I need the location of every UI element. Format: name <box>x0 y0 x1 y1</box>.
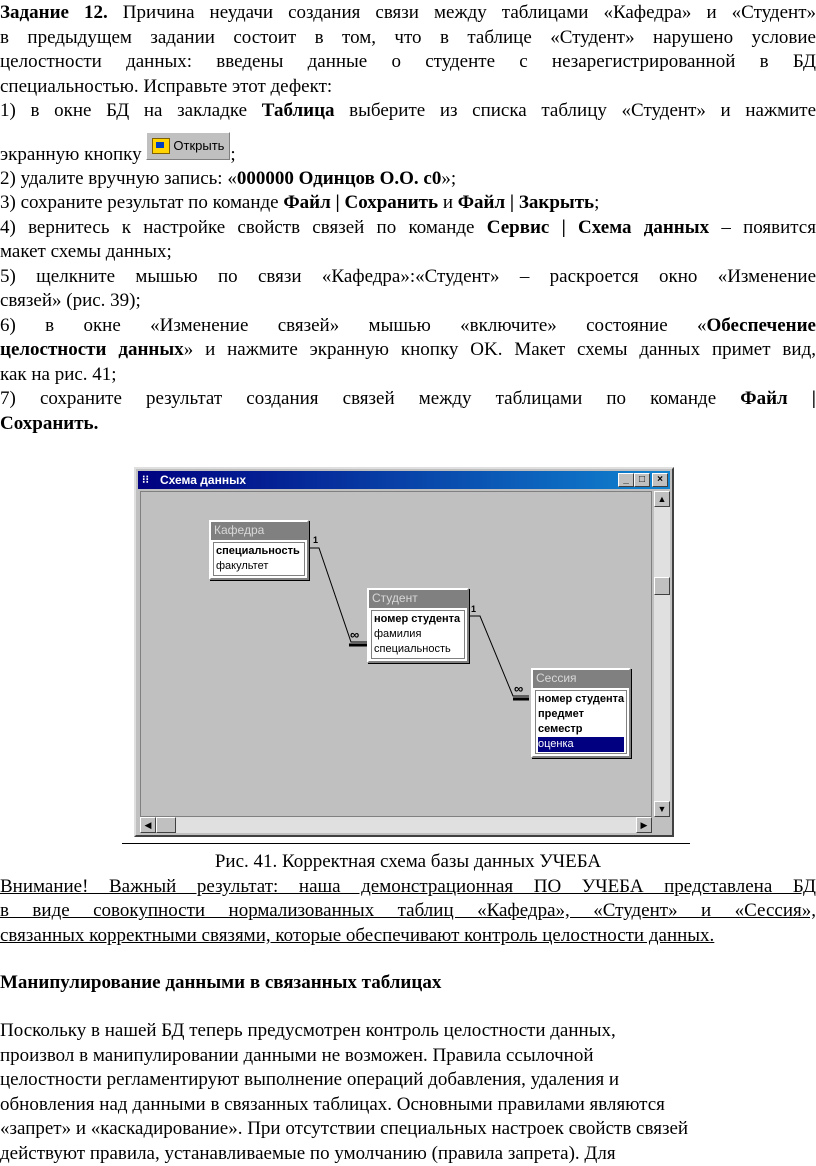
rel-many-label: ∞ <box>514 681 524 696</box>
body-line-3: целостности регламентируют выполнение операций добавления, удаления и <box>0 1069 620 1090</box>
step-7-line-1: 7) сохраните результат создания связей между таблицами по команде Файл | <box>0 388 816 409</box>
body-line-4: обновления над данными в связанных таблицах. Основными правилами являются <box>0 1094 665 1115</box>
schema-canvas <box>140 491 652 817</box>
figure-caption: Рис. 41. Корректная схема базы данных УЧЕБА <box>214 851 602 872</box>
horizontal-scrollbar[interactable] <box>140 817 652 833</box>
scroll-left-icon[interactable]: ◀ <box>140 817 156 833</box>
field-item[interactable]: факультет <box>216 560 269 572</box>
vertical-scrollbar[interactable] <box>654 491 670 817</box>
step-5-line-1: 5) щелкните мышью по связи «Кафедра»:«Студент» – раскроется окно «Изменение <box>0 266 816 287</box>
field-item[interactable]: специальность <box>374 643 451 655</box>
open-table-icon <box>152 138 170 154</box>
scroll-down-icon[interactable]: ▼ <box>654 801 670 817</box>
maximize-button[interactable]: □ <box>634 473 650 487</box>
schema-window <box>134 467 674 837</box>
step-1-line-1: 1) в окне БД на закладке Таблица выберите из списка таблицу «Студент» и нажмите <box>0 100 816 121</box>
field-item[interactable]: номер студента <box>374 613 461 625</box>
step-4-line-2: макет схемы данных; <box>0 241 172 262</box>
step-2: 2) удалите вручную запись: «000000 Одинцов О.О. с0»; <box>0 168 457 189</box>
task-line-1: Задание 12. Причина неудачи создания связи между таблицами «Кафедра» и «Студент» <box>0 2 816 23</box>
field-list <box>371 610 465 659</box>
window-title: Схема данных <box>160 473 246 487</box>
step-5-line-2: связей» (рис. 39); <box>0 290 141 311</box>
task-title: Задание 12. <box>0 2 108 23</box>
rel-one-label: 1 <box>471 604 477 614</box>
task-line-4: специальностью. Исправьте этот дефект: <box>0 76 333 97</box>
table-student[interactable] <box>367 588 469 663</box>
field-item[interactable]: номер студента <box>538 693 625 705</box>
table-header: Студент <box>369 590 467 608</box>
schema-icon: ⁝⁝ <box>142 474 149 486</box>
body-line-5: «запрет» и «каскадирование». При отсутствии специальных настроек свойств связей <box>0 1118 689 1139</box>
note-line-3: связанных корректными связями, которые обеспечивают контроль целостности данных. <box>0 925 715 946</box>
body-line-1: Поскольку в нашей БД теперь предусмотрен контроль целостности данных, <box>0 1020 616 1041</box>
scroll-right-icon[interactable]: ▶ <box>636 817 652 833</box>
field-item-selected[interactable]: оценка <box>538 737 624 752</box>
caption-rule <box>122 843 690 844</box>
field-item[interactable]: специальность <box>216 545 300 557</box>
step-4-line-1: 4) вернитесь к настройке свойств связей по команде Сервис | Схема данных – появится <box>0 217 816 238</box>
task-line-3: целостности данных: введены данные о студенте с незарегистрированной в БД <box>0 51 816 72</box>
minimize-button[interactable]: _ <box>618 473 634 487</box>
body-line-6: действуют правила, устанавливаемые по умолчанию (правила запрета). Для <box>0 1143 616 1164</box>
task-line-2: в предыдущем задании состоит в том, что в таблице «Студент» нарушено условие <box>0 27 816 48</box>
scroll-up-icon[interactable]: ▲ <box>654 491 670 507</box>
scroll-thumb[interactable] <box>654 577 670 595</box>
field-item[interactable]: фамилия <box>374 628 422 640</box>
step-6-line-3: как на рис. 41; <box>0 364 117 385</box>
step-6-line-1: 6) в окне «Изменение связей» мышью «включите» состояние «Обеспечение <box>0 315 816 336</box>
note-line-2: в виде совокупности нормализованных таблиц «Кафедра», «Студент» и «Сессия», <box>0 900 816 921</box>
table-kafedra[interactable] <box>209 520 309 580</box>
scroll-thumb[interactable] <box>156 817 176 833</box>
step-7-line-2: Сохранить. <box>0 413 99 434</box>
step-3: 3) сохраните результат по команде Файл | Сохранить и Файл | Закрыть; <box>0 192 600 213</box>
step-1-line-2: экранную кнопку Открыть ; <box>0 132 236 160</box>
close-button[interactable]: × <box>652 473 668 487</box>
field-item[interactable]: семестр <box>538 723 583 735</box>
table-header: Сессия <box>533 670 629 688</box>
table-header: Кафедра <box>211 522 307 540</box>
open-button-image: Открыть <box>146 132 230 160</box>
note-line-1: Внимание! Важный результат: наша демонстрационная ПО УЧЕБА представлена БД <box>0 876 816 897</box>
section-title: Манипулирование данными в связанных таблицах <box>0 972 442 993</box>
step-6-line-2: целостности данных» и нажмите экранную кнопку OK. Макет схемы данных примет вид, <box>0 339 816 360</box>
window-titlebar <box>138 471 670 489</box>
field-item[interactable]: предмет <box>538 708 584 720</box>
rel-many-label: ∞ <box>350 627 360 642</box>
body-line-2: произвол в манипулировании данными не возможен. Правила ссылочной <box>0 1045 594 1066</box>
field-list <box>213 542 305 576</box>
field-list <box>535 690 627 754</box>
table-session[interactable] <box>531 668 631 758</box>
rel-one-label: 1 <box>313 535 319 545</box>
